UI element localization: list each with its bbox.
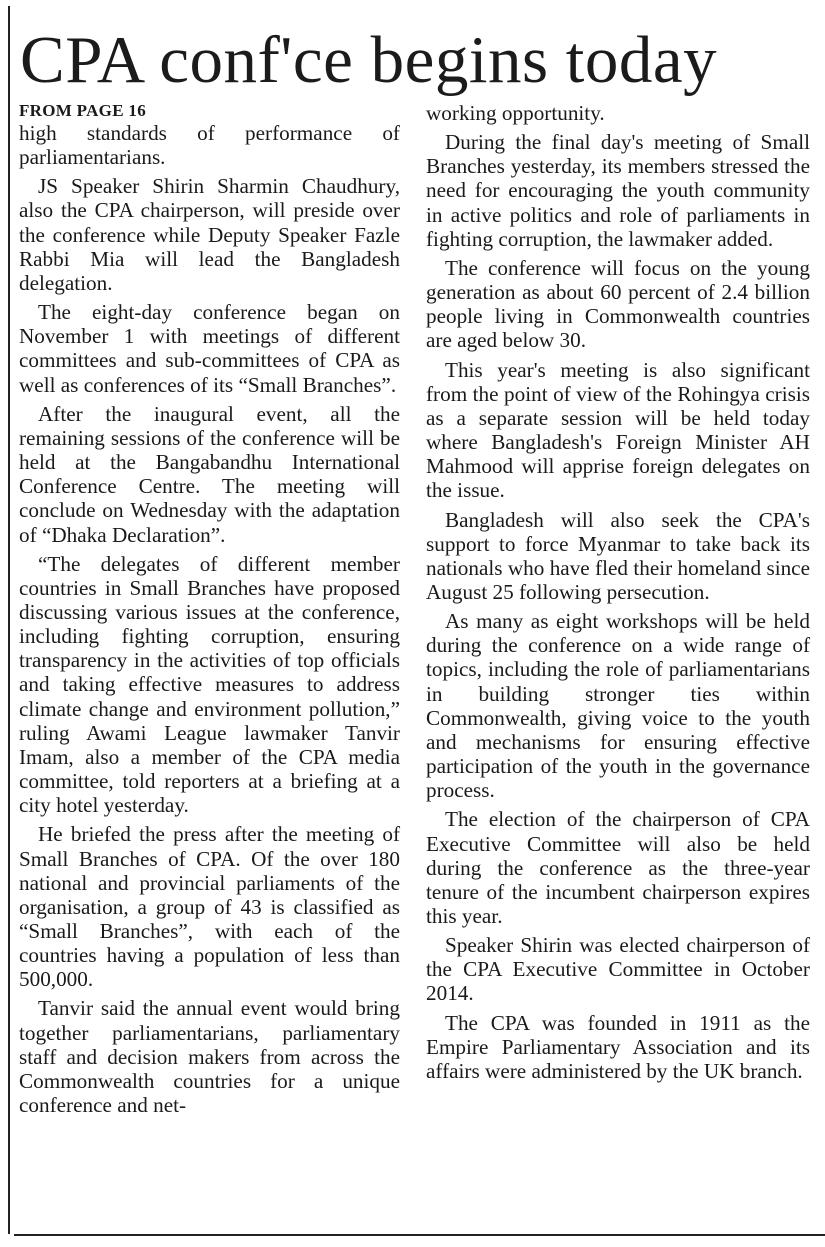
paragraph: Speaker Shirin was elected chairperson of the CPA Executive Committee in October 2014.	[426, 933, 810, 1006]
paragraph: The election of the chairperson of CPA Executive Committee will also be held during the conference as the three-year tenure of the incumbent chairperson expires this year.	[426, 807, 810, 928]
paragraph: During the final day's meeting of Small Branches yesterday, its members stressed the need for encouraging the youth community in active politics and role of parliaments in fighting corruption, the lawmaker added.	[426, 130, 810, 251]
paragraph: working opportunity.	[426, 101, 605, 125]
paragraph: The CPA was founded in 1911 as the Empire Parliamentary Association and its affairs were administered by the UK branch.	[426, 1010, 810, 1083]
paragraph: Bangladesh will also seek the CPA's support to force Myanmar to take back its nationals who have fled their homeland since August 25 following persecution.	[426, 507, 810, 604]
paragraph: The conference will focus on the young generation as about 60 percent of 2.4 billion people living in Commonwealth countries are aged below 30.	[426, 255, 810, 353]
left-column-rule	[8, 6, 10, 1234]
dateline: FROM PAGE 16	[19, 101, 146, 120]
paragraph: He briefed the press after the meeting of Small Branches of CPA. Of the over 180 national and provincial parliaments of the organisation, a group of 43 is classified as “Small Branches”, with each of the countries having a population of less than 500,000.	[19, 822, 400, 992]
right-column	[426, 101, 810, 1088]
paragraph: “The delegates of different member countries in Small Branches have proposed discussing various issues at the conference, including fighting corruption, ensuring transparency in the activities of top officials and taking effective measures to address climate change and environment pollution,” ruling Awami League lawmaker Tanvir Imam, also a member of the CPA media committee, told reporters at a briefing at a city hotel yesterday.	[19, 551, 400, 818]
paragraph: high standards of performance of parliamentarians.	[19, 121, 400, 170]
paragraph: The eight-day conference began on November 1 with meetings of different committees and sub-committees of CPA as well as conferences of its “Small Branches”.	[19, 300, 400, 397]
paragraph: After the inaugural event, all the remaining sessions of the conference will be held at the Bangabandhu International Conference Centre. The meeting will conclude on Wednesday with the adaptation of “Dhaka Declaration”.	[19, 401, 400, 547]
headline: CPA conf'ce begins today	[20, 23, 718, 97]
paragraph: JS Speaker Shirin Sharmin Chaudhury, also the CPA chairperson, will preside over the conference while Deputy Speaker Fazle Rabbi Mia will lead the Bangladesh delegation.	[19, 174, 400, 295]
left-column	[19, 101, 400, 1122]
paragraph: As many as eight workshops will be held during the conference on a wide range of topics, including the role of parliamentarians in building stronger ties within Commonwealth, giving voice to the youth and mechanisms for ensuring effective participation of the youth in the governance process.	[426, 609, 810, 803]
bottom-rule	[14, 1234, 825, 1236]
paragraph: Tanvir said the annual event would bring together parliamentarians, parliamentary staff and decision makers from across the Commonwealth countries for a unique conference and net-	[19, 996, 400, 1118]
paragraph: This year's meeting is also significant from the point of view of the Rohingya crisis as a separate session will be held today where Bangladesh's Foreign Minister AH Mahmood will apprise foreign delegates on the issue.	[426, 357, 810, 503]
